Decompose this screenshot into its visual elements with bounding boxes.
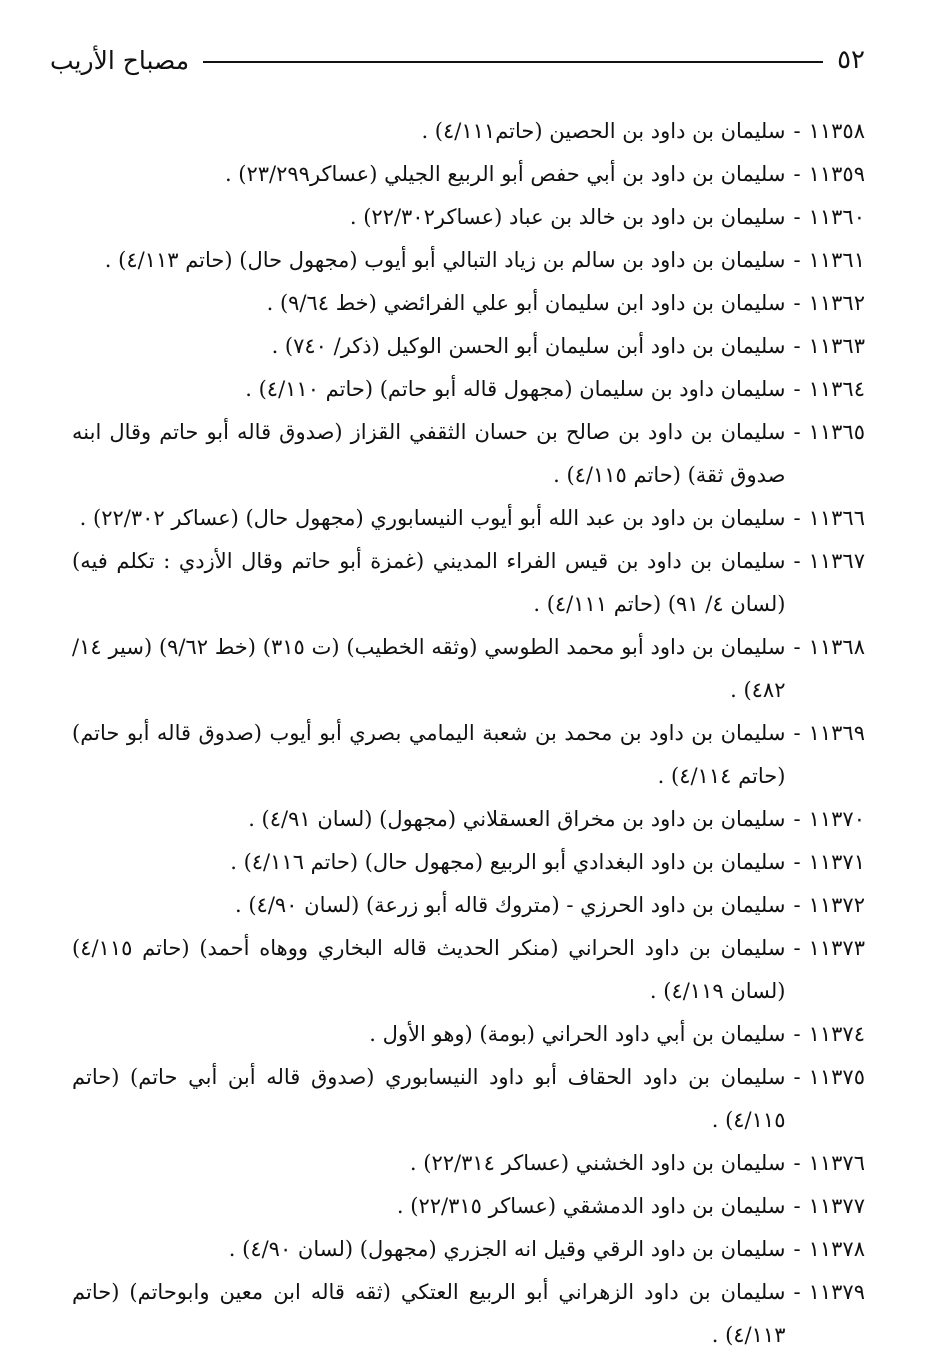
entry-number: ١١٣٧٢ bbox=[808, 893, 865, 917]
entry-row bbox=[72, 325, 865, 368]
entry-text: سليمان بن داود بن الحصين (حاتم٤/١١١) . bbox=[421, 119, 786, 143]
entry-number: ١١٣٧١ bbox=[808, 850, 865, 874]
entry-dash: - bbox=[793, 1237, 801, 1261]
entry-number: ١١٣٧٣ bbox=[808, 936, 865, 960]
entry-dash: - bbox=[793, 936, 801, 960]
entry-text: سليمان بن داود بن محمد بن شعبة اليمامي بصري أبو أيوب (صدوق قاله أبو حاتم) (حاتم ٤/١١٤) . bbox=[72, 721, 786, 788]
entry-number: ١١٣٧٦ bbox=[808, 1151, 865, 1175]
page-number: ٥٢ bbox=[837, 45, 865, 75]
entry-text: سليمان بن داود بن مخراق العسقلاني (مجهول) (لسان ٤/٩١) . bbox=[248, 807, 786, 831]
entry-number: ١١٣٥٩ bbox=[808, 162, 865, 186]
entry-row bbox=[72, 1228, 865, 1271]
entry-text: سليمان بن داود بن عبد الله أبو أيوب النيسابوري (مجهول حال) (عساكر ٢٢/٣٠٢) . bbox=[79, 506, 786, 530]
entry-row bbox=[72, 1185, 865, 1228]
entry-row bbox=[72, 110, 865, 153]
entry-number: ١١٣٦٢ bbox=[808, 291, 865, 315]
entry-row bbox=[72, 196, 865, 239]
entry-text: سليمان بن داود بن صالح بن حسان الثقفي القزاز (صدوق قاله أبو حاتم وقال ابنه صدوق ثقة) (حاتم ٤/١١٥) . bbox=[72, 420, 786, 487]
entry-row bbox=[72, 841, 865, 884]
entry-dash: - bbox=[793, 248, 801, 272]
entry-text: سليمان بن داود الخشني (عساكر ٢٢/٣١٤) . bbox=[409, 1151, 786, 1175]
book-title: مصباح الأريب bbox=[50, 45, 190, 75]
entry-dash: - bbox=[793, 1022, 801, 1046]
entry-text: سليمان بن داود الحرزي - (متروك قاله أبو زرعة) (لسان ٤/٩٠) . bbox=[235, 893, 786, 917]
entry-row bbox=[72, 368, 865, 411]
entry-dash: - bbox=[793, 506, 801, 530]
entry-row bbox=[72, 411, 865, 497]
entry-number: ١١٣٦٩ bbox=[808, 721, 865, 745]
page-header bbox=[50, 40, 865, 80]
entry-dash: - bbox=[793, 1194, 801, 1218]
entry-number: ١١٣٧٠ bbox=[808, 807, 865, 831]
entry-text: سليمان بن داود أبو محمد الطوسي (وثقه الخطيب) (ت ٣١٥) (خط ٩/٦٢) (سير ١٤/ ٤٨٢) . bbox=[72, 635, 786, 702]
entry-dash: - bbox=[793, 334, 801, 358]
entry-number: ١١٣٦٧ bbox=[808, 549, 865, 573]
entry-text: سليمان بن داود الحراني (منكر الحديث قاله البخاري ووهاه أحمد) (حاتم ٤/١١٥) (لسان ٤/١١٩) . bbox=[72, 936, 786, 1003]
entry-text: سليمان بن داود أبن سليمان أبو الحسن الوكيل (ذكر/ ٧٤٠) . bbox=[271, 334, 786, 358]
entry-dash: - bbox=[793, 1151, 801, 1175]
entry-number: ١١٣٦٨ bbox=[808, 635, 865, 659]
entry-text: سليمان بن داود الحقاف أبو داود النيسابوري (صدوق قاله أبن أبي حاتم) (حاتم ٤/١١٥) . bbox=[72, 1065, 786, 1132]
header-rule bbox=[203, 61, 823, 63]
entry-text: سليمان بن داود بن قيس الفراء المديني (غمزة أبو حاتم وقال الأزدي : تكلم فيه) (لسان ٤/ ٩١) (حاتم ٤/١١١) . bbox=[72, 549, 786, 616]
entry-row bbox=[72, 712, 865, 798]
entry-text: سليمان بن داود الرقي وقيل انه الجزري (مجهول) (لسان ٤/٩٠) . bbox=[228, 1237, 786, 1261]
entry-number: ١١٣٧٧ bbox=[808, 1194, 865, 1218]
entry-text: سليمان بن داود الزهراني أبو الربيع العتكي (ثقه قاله ابن معين وابوحاتم) (حاتم ٤/١١٣) . bbox=[72, 1280, 786, 1347]
entry-row bbox=[72, 626, 865, 712]
entry-row bbox=[72, 1056, 865, 1142]
entries-list bbox=[72, 110, 865, 1357]
entry-number: ١١٣٧٥ bbox=[808, 1065, 865, 1089]
entry-row bbox=[72, 497, 865, 540]
entry-dash: - bbox=[793, 420, 801, 444]
entry-text: سليمان بن داود بن سالم بن زياد التبالي أبو أيوب (مجهول حال) (حاتم ٤/١١٣) . bbox=[104, 248, 786, 272]
entry-row bbox=[72, 884, 865, 927]
entry-dash: - bbox=[793, 635, 801, 659]
entry-dash: - bbox=[793, 1065, 801, 1089]
entry-number: ١١٣٦٠ bbox=[808, 205, 865, 229]
entry-row bbox=[72, 1142, 865, 1185]
entry-dash: - bbox=[793, 205, 801, 229]
entry-number: ١١٣٦٤ bbox=[808, 377, 865, 401]
entry-row bbox=[72, 540, 865, 626]
entry-row bbox=[72, 798, 865, 841]
entry-row bbox=[72, 1271, 865, 1357]
entry-text: سليمان بن داود بن أبي حفص أبو الربيع الجيلي (عساكر٢٣/٢٩٩) . bbox=[224, 162, 786, 186]
entry-dash: - bbox=[793, 893, 801, 917]
entry-number: ١١٣٦٣ bbox=[808, 334, 865, 358]
entry-number: ١١٣٦٥ bbox=[808, 420, 865, 444]
entry-number: ١١٣٧٩ bbox=[808, 1280, 865, 1304]
entry-row bbox=[72, 153, 865, 196]
entry-row bbox=[72, 927, 865, 1013]
entry-text: سليمان بن داود البغدادي أبو الربيع (مجهول حال) (حاتم ٤/١١٦) . bbox=[230, 850, 786, 874]
entry-dash: - bbox=[793, 162, 801, 186]
entry-text: سليمان بن داود بن خالد بن عباد (عساكر٢٢/٣٠٢) . bbox=[349, 205, 786, 229]
entry-number: ١١٣٥٨ bbox=[808, 119, 865, 143]
entry-dash: - bbox=[793, 721, 801, 745]
entry-number: ١١٣٦١ bbox=[808, 248, 865, 272]
entry-dash: - bbox=[793, 119, 801, 143]
entry-text: سليمان بن داود الدمشقي (عساكر ٢٢/٣١٥) . bbox=[396, 1194, 786, 1218]
entry-row bbox=[72, 282, 865, 325]
entry-row bbox=[72, 1013, 865, 1056]
entry-row bbox=[72, 239, 865, 282]
entry-text: سليمان بن داود ابن سليمان أبو علي الفرائضي (خط ٩/٦٤) . bbox=[266, 291, 786, 315]
entry-number: ١١٣٧٨ bbox=[808, 1237, 865, 1261]
entry-text: سليمان داود بن سليمان (مجهول قاله أبو حاتم) (حاتم ٤/١١٠) . bbox=[245, 377, 786, 401]
entry-dash: - bbox=[793, 807, 801, 831]
entry-number: ١١٣٧٤ bbox=[808, 1022, 865, 1046]
entry-dash: - bbox=[793, 850, 801, 874]
entry-number: ١١٣٦٦ bbox=[808, 506, 865, 530]
entry-dash: - bbox=[793, 1280, 801, 1304]
entry-text: سليمان بن أبي داود الحراني (بومة) (وهو الأول . bbox=[369, 1022, 786, 1046]
entry-dash: - bbox=[793, 291, 801, 315]
entry-dash: - bbox=[793, 549, 801, 573]
entry-dash: - bbox=[793, 377, 801, 401]
